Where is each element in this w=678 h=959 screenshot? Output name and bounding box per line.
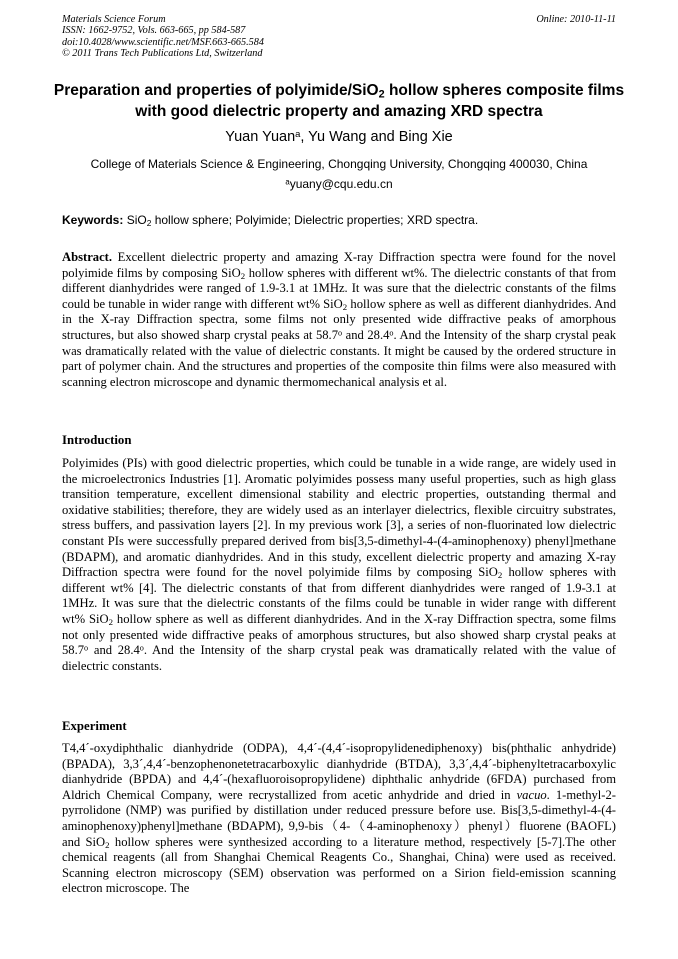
abstract-label: Abstract. [62, 250, 113, 264]
abstract-paragraph: Abstract. Excellent dielectric property and amazing X-ray Diffraction spectra were found for the novel polyimide films by composing SiO$_2$ hollow spheres with different wt%. The dielectric constants of that from different dianhydrides were ranged of 1.9-3.1 at 1MHz. It was sure that the dielectric constants of the films could be tunable in wider range with different wt% SiO$_2$ hollow sphere as well as different dianhydrides. And in the X-ray Diffraction spectra, some films not only presented wide diffractive peaks of amorphous structures, but also showed sharp crystal peaks at 58.7$^o$ and 28.4$^o$. And the Intensity of the sharp crystal peak was dramatically related with the value of dielectric constants. It might be caused by the ordered structure in part of polymer chain. And the structures and properties of the composite thin films were also measured with scanning electron microscope and dynamic thermomechanical analysis et al. [62, 250, 617, 389]
online-date: Online: 2010-11-11 [536, 14, 616, 25]
introduction-paragraph: Polyimides (PIs) with good dielectric properties, which could be tunable in a wide range, are widely used in the microelectronics Industries [1]. Aromatic polyimides possess many useful properties, such as high glass transition temperature, excellent dimensional stability and electric properties, outstanding thermal and oxidative stabilities; therefore, they are widely used as an interlayer dielectrics, flexible circuitry substrates, stress buffers, and passivation layers [2]. In my previous work [3], a series of non-fluorinated low dielectric constant PIs were successfully prepared derived from bis[3,5-dimethyl-4-(4-aminophenoxy) phenyl]methane (BDAPM), and aromatic dianhydrides. And in this study, excellent dielectric property and amazing X-ray Diffraction spectra were found for the novel polyimide films by composing SiO$_2$ hollow spheres with different wt% [4]. The dielectric constants of that from different dianhydrides were ranged of 1.9-3.1 at 1MHz. It was sure that the dielectric constants of the films could be tunable in wider range with different wt% SiO$_2$ hollow sphere as well as different dianhydrides. And in the X-ray Diffraction spectra, some films not only presented wide diffractive peaks of amorphous structures, but also showed sharp crystal peaks at 58.7$^o$ and 28.4$^o$. And the Intensity of the sharp crystal peak was dramatically related with the value of dielectric constants. [62, 456, 616, 673]
journal-name: Materials Science Forum [62, 14, 166, 25]
author-email: $^a$yuany@cqu.edu.cn [285, 177, 393, 191]
copyright-line: © 2011 Trans Tech Publications Ltd, Switzerland [62, 48, 263, 60]
experiment-heading: Experiment [62, 719, 127, 733]
doi-line: doi:10.4028/www.scientific.net/MSF.663-665.584 [62, 36, 264, 48]
affiliation: College of Materials Science & Engineering, Chongqing University, Chongqing 400030, China [90, 157, 588, 171]
keywords-label: Keywords: [62, 213, 124, 227]
author-list: Yuan Yuan$^a$, Yu Wang and Bing Xie [225, 127, 453, 145]
author-name: Yuan Yuan [225, 129, 296, 145]
paper-title: Preparation and properties of polyimide/SiO$_2$ hollow spheres composite films with good dielectric property and amazing XRD spectra [53, 82, 625, 120]
introduction-heading: Introduction [62, 433, 132, 447]
journal-header [62, 14, 616, 60]
experiment-paragraph: T4,4´-oxydiphthalic dianhydride (ODPA), 4,4´-(4,4´-isopropylidenediphenoxy) bis(phthalic anhydride) (BPADA), 3,3´,4,4´-benzophenonetetracarboxylic dianhydride (BTDA), 3,3´,4,4´-biphenyltetracarboxylic dianhydride (BPDA) and 4,4´-(hexafluoroisopropylidene) diphthalic anhydride (6FDA) purchased from Aldrich Chemical Company, were recrystallized from acetic anhydride and dried in vacuo. 1-methyl-2-pyrrolidone (NMP) was purified by distillation under reduced pressure before use. Bis[3,5-dimethyl-4-(4-aminophenoxy)phenyl]methane (BDAPM), 9,9-bis（4-（4-aminophenoxy）phenyl）fluorene (BAOFL) and SiO$_2$ hollow spheres were synthesized according to a literature method, respectively [5-7].The other chemical reagents (all from Shanghai Chemical Reagents Co., Shanghai, China) were used as received. Scanning electron microscopy (SEM) observation was performed on a Sirion field-emission scanning electron microscope. The [62, 741, 616, 896]
issn-line: ISSN: 1662-9752, Vols. 663-665, pp 584-587 [62, 25, 246, 37]
keywords: Keywords: SiO$_2$ hollow sphere; Polyimide; Dielectric properties; XRD spectra. [62, 213, 479, 229]
